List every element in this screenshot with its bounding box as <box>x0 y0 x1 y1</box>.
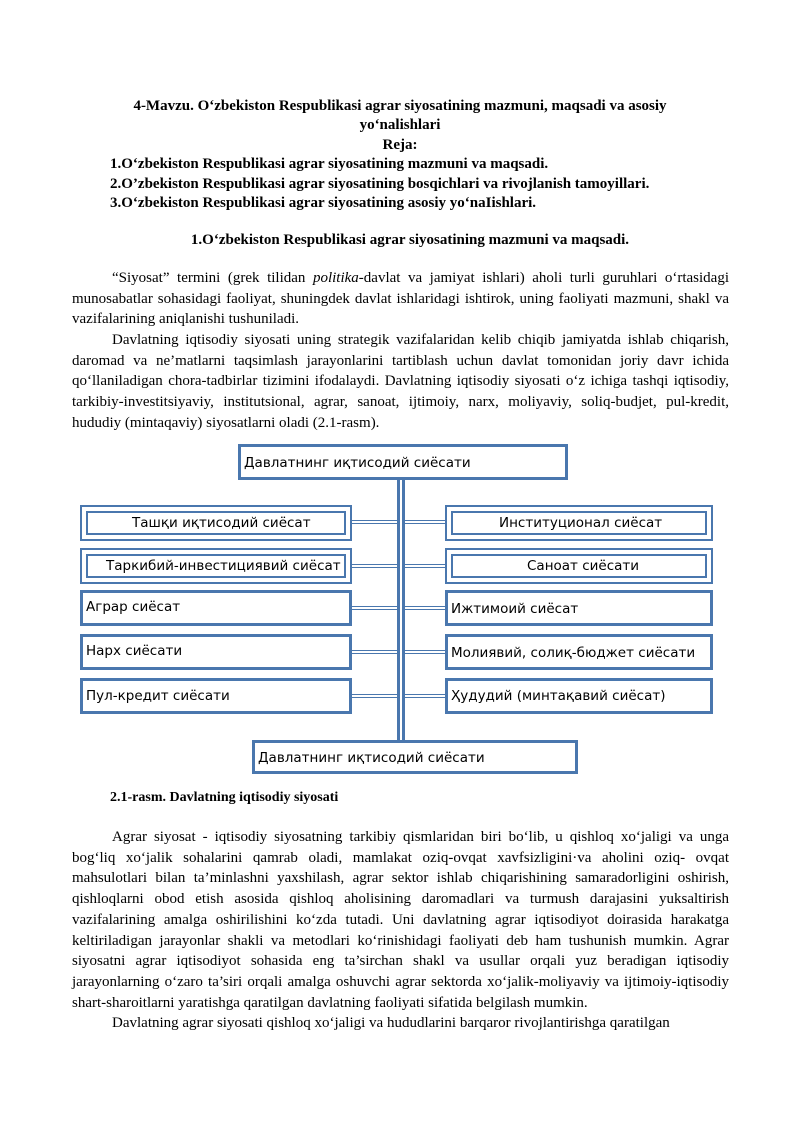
plan-item: 3.O‘zbekiston Respublikasi agrar siyosatining asosiy yo‘naIishlari. <box>110 195 537 211</box>
diagram-right-box <box>445 548 713 584</box>
plan-item: 1.O‘zbekiston Respublikasi agrar siyosatining mazmuni va maqsadi. <box>110 156 549 172</box>
diagram-left-label: Нарх сиёсати <box>86 643 183 659</box>
diagram-left-box <box>80 590 352 626</box>
connector <box>352 564 397 568</box>
diagram-left-box <box>80 505 352 541</box>
connector <box>352 520 397 524</box>
diagram-left-label: Пул-кредит сиёсати <box>86 688 230 704</box>
figure-caption: 2.1-rasm. Davlatning iqtisodiy siyosati <box>110 790 339 805</box>
paragraph-text: “Siyosat” termini (grek tilidan <box>112 270 313 286</box>
diagram-right-label: Ҳудудий (минтақавий сиёсат) <box>451 688 666 704</box>
paragraph-agrar-siyosat-continued: Davlatning agrar siyosati qishloq xo‘jaligi va hududlarini barqaror rivojlantirishga qaratilgan <box>112 1015 670 1031</box>
diagram-right-label: Молиявий, солиқ-бюджет сиёсати <box>451 645 696 661</box>
plan-label: Reja: <box>382 137 418 153</box>
diagram-right-box <box>445 678 713 714</box>
diagram-right-label: Ижтимоий сиёсат <box>451 601 579 617</box>
section-heading: 1.O‘zbekiston Respublikasi agrar siyosatining mazmuni va maqsadi. <box>190 232 630 248</box>
diagram-left-label: Ташқи иқтисодий сиёсат <box>132 515 311 531</box>
connector <box>405 650 445 654</box>
connector <box>352 694 397 698</box>
diagram-top-box <box>238 444 568 480</box>
diagram-right-box <box>445 505 713 541</box>
paragraph-text: -davlat va jamiyat ishlari) aholi turli guruhlari o‘rtasidagi munosabatlar sohasidagi faoliyat, shuningdek davlat ishlaridagi ishtirok, uning faoliyati mazmuni, shakl va vazifalarining aniqlanishi tushuniladi. <box>72 270 729 328</box>
diagram-right-label: Саноат сиёсати <box>527 558 640 574</box>
diagram-left-box <box>80 634 352 670</box>
diagram-left-label: Аграр сиёсат <box>86 599 181 615</box>
paragraph-siyosat <box>72 268 729 330</box>
connector <box>405 606 445 610</box>
connector <box>405 564 445 568</box>
paragraph-iqtisodiy-siyosat: Davlatning iqtisodiy siyosati uning strategik vazifalaridan kelib chiqib jamiyatda ishlab chiqarish, daromad va ne’matlarni taqsimlash jarayonlarini tartiblash uchun davlat tomonidan joriy davr ichida qo‘llaniladigan chora-tadbirlar tizimini ifodalaydi. Davlatning iqtisodiy siyosati o‘z ichiga tashqi iqtisodiy, tarkibiy-investitsiyaviy, institutsional, agrar, sanoat, ijtimoiy, narx, moliyaviy, soliq-budjet, pul-kredit, hududiy (mintaqaviy) siyosatlarni oladi (2.1-rasm). <box>72 332 729 431</box>
diagram-top-label: Давлатнинг иқтисодий сиёсати <box>244 455 471 471</box>
connector <box>352 606 397 610</box>
diagram-bottom-label: Давлатнинг иқтисодий сиёсати <box>258 750 485 766</box>
diagram-right-box <box>445 590 713 626</box>
document-title: 4-Mavzu. O‘zbekiston Respublikasi agrar siyosatining mazmuni, maqsadi va asosiy yo‘nalishlari <box>133 98 667 133</box>
diagram-trunk-line <box>397 478 405 741</box>
plan-list <box>110 155 649 214</box>
diagram-left-box <box>80 678 352 714</box>
diagram-left-box <box>80 548 352 584</box>
diagram-left-label: Таркибий-инвестициявий сиёсат <box>106 558 341 574</box>
paragraph-agrar-siyosat: Agrar siyosat - iqtisodiy siyosatning tarkibiy qismlaridan biri bo‘lib, u qishloq xo‘jaligi va unga bog‘liq xo‘jalik sohalarini qamrab oladi, mamlakat oziq-ovqat xavfsizligini·va aholini oziq- ovqat mahsulotlari bilan ta’minlashni yaxshilash, agrar sektor ishlab chiqarishining samaradorligini oshirish, qishloqlarni obod etish asosida qishloq aholisining daromadlari va turmush darajasini yuksaltirish vazifalarining amalga oshirilishini ko‘zda tutadi. Uni davlatning agrar iqtisodiyot doirasida harakatga keltiriladigan jarayonlar shakli va metodlari ko‘rinishidagi faoliyati deb ham tushunish mumkin. Agrar siyosatni agrar iqtisodiyot sohasida eng ta’sirchan shakl va usullar orqali yuz beradigan iqtisodiy jarayonlarning o‘zaro ta’siri orqali amalga oshuvchi agrar sektorda xo‘jalik-moliyaviy va ijtimoiy-iqtisodiy shart-sharoitlarni yaratishga qaratilgan davlatning faoliyati sifatida belgilash mumkin. <box>72 829 729 1011</box>
diagram-right-label: Институционал сиёсат <box>499 515 663 531</box>
connector <box>405 694 445 698</box>
connector <box>352 650 397 654</box>
italic-term: politika <box>312 270 359 286</box>
diagram-right-box <box>445 634 713 670</box>
diagram-bottom-box <box>252 740 578 774</box>
connector <box>405 520 445 524</box>
plan-item: 2.O’zbekiston Respublikasi agrar siyosatining bosqichlari va rivojlanish tamoyillari. <box>110 175 650 192</box>
